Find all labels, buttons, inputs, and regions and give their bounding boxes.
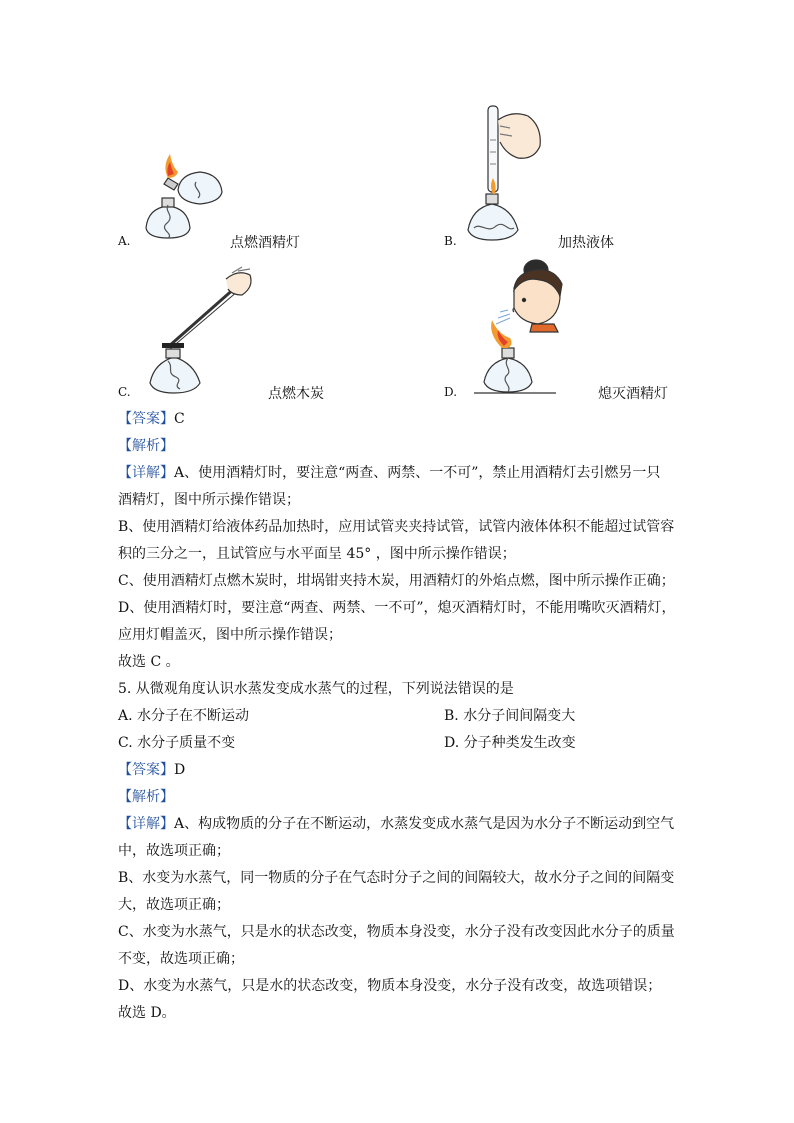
q5-detail-line-3: 大，故选项正确；: [118, 897, 230, 913]
q5-answer: [118, 760, 185, 780]
q4-detail-text-0: A、使用酒精灯时，要注意“两查、两禁、一不可”，禁止用酒精灯去引燃另一只: [174, 465, 661, 481]
q4-analysis-label: 【解析】: [118, 438, 174, 454]
q5-option-d: D. 分子种类发生改变: [444, 735, 576, 751]
option-b-letter: B.: [444, 234, 457, 248]
q5-detail-line-5: 不变，故选项正确；: [118, 951, 244, 967]
q5-detail-line-0: [118, 814, 674, 834]
q4-answer-value: C: [174, 411, 185, 427]
q5-detail-line-1: 中，故选项正确；: [118, 843, 230, 859]
q4-conclusion: 故选 C 。: [118, 654, 180, 670]
option-b-caption: 加热液体: [558, 235, 614, 251]
option-c-letter: C.: [118, 385, 131, 399]
option-a-letter: A.: [118, 234, 131, 248]
q5-option-a: A. 水分子在不断运动: [118, 708, 250, 724]
figure-option-c: [146, 265, 256, 395]
q5-answer-value: D: [174, 762, 186, 778]
q5-detail-line-4: C、水变为水蒸气，只是水的状态改变，物质本身没变，水分子没有改变因此水分子的质量: [118, 924, 675, 940]
figure-option-d: [474, 258, 574, 398]
option-d-letter: D.: [444, 385, 458, 399]
option-c-caption: 点燃木炭: [268, 386, 324, 402]
q4-detail-line-0: [118, 463, 660, 483]
q5-answer-label: 【答案】: [118, 762, 174, 778]
figure-option-b: [462, 100, 552, 245]
q4-answer-label: 【答案】: [118, 411, 174, 427]
q5-detail-line-2: B、水变为水蒸气，同一物质的分子在气态时分子之间的间隔较大，故水分子之间的间隔变: [118, 870, 675, 886]
option-d-caption: 熄灭酒精灯: [598, 386, 668, 402]
option-a-caption: 点燃酒精灯: [230, 235, 300, 251]
q5-detail-text-0: A、构成物质的分子在不断运动，水蒸发变成水蒸气是因为水分子不断运动到空气: [174, 816, 675, 832]
q5-analysis-label: 【解析】: [118, 789, 174, 805]
q4-detail-line-3: 积的三分之一，且试管应与水平面呈 45° ，图中所示操作错误；: [118, 546, 516, 562]
figure-option-a: [138, 150, 228, 245]
q4-detail-label: 【详解】: [118, 465, 174, 481]
q4-detail-line-4: C、使用酒精灯点燃木炭时，坩埚钳夹持木炭，用酒精灯的外焰点燃，图中所示操作正确；: [118, 573, 675, 589]
q5-option-c: C. 水分子质量不变: [118, 735, 236, 751]
q5-conclusion: 故选 D。: [118, 1005, 176, 1021]
q4-detail-line-2: B、使用酒精灯给液体药品加热时，应用试管夹夹持试管，试管内液体体积不能超过试管容: [118, 519, 675, 535]
q4-detail-line-1: 酒精灯，图中所示操作错误；: [118, 492, 300, 508]
q4-answer: [118, 409, 185, 429]
q5-question: 5. 从微观角度认识水蒸发变成水蒸气的过程，下列说法错误的是: [118, 681, 514, 697]
q5-detail-label: 【详解】: [118, 816, 174, 832]
q4-detail-line-5: D、使用酒精灯时，要注意“两查、两禁、一不可”，熄灭酒精灯时，不能用嘴吹灭酒精灯，: [118, 600, 676, 616]
q4-detail-line-6: 应用灯帽盖灭，图中所示操作错误；: [118, 627, 342, 643]
q5-detail-line-6: D、水变为水蒸气，只是水的状态改变，物质本身没变，水分子没有改变，故选项错误；: [118, 978, 662, 994]
q5-option-b: B. 水分子间间隔变大: [444, 708, 576, 724]
